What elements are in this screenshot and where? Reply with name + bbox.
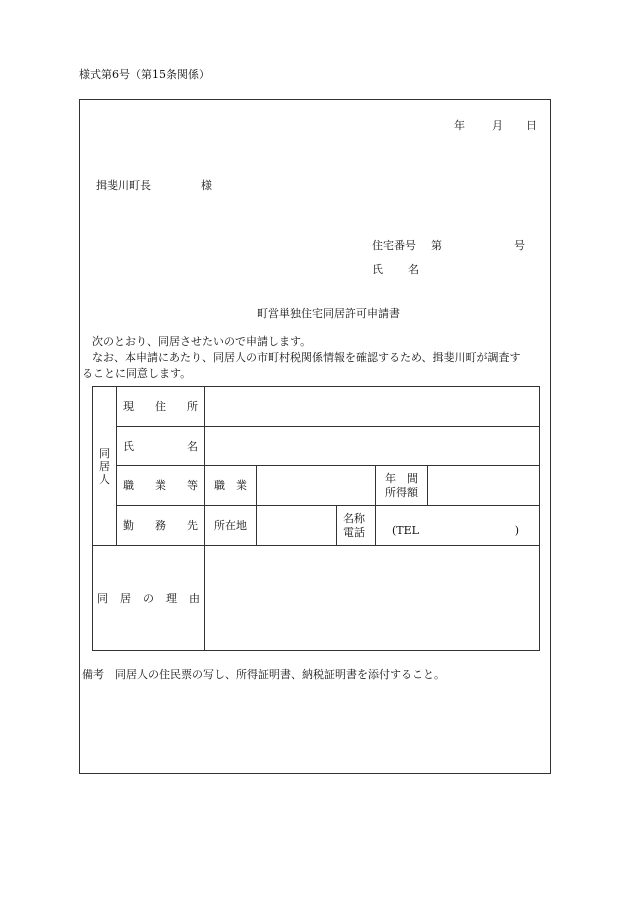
location-label: 所在地 [205, 506, 257, 546]
location-field[interactable] [257, 506, 337, 546]
tel-close: ) [514, 524, 520, 537]
reason-field[interactable] [205, 546, 540, 651]
body-line-2: なお、本申請にあたり、同居人の市町村税関係情報を確認するため、揖斐川町が調査す [92, 351, 521, 364]
form-frame [79, 99, 551, 774]
date-day: 日 [526, 119, 537, 132]
body-line-1: 次のとおり、同居させたいので申請します。 [92, 335, 312, 348]
addressee-honorific: 様 [201, 179, 212, 192]
page-title: 町営単独住宅同居許可申請書 [257, 307, 400, 320]
house-number-prefix: 第 [431, 239, 442, 252]
address-field[interactable] [205, 387, 540, 427]
date-year: 年 [454, 119, 465, 132]
applicant-name-label-2: 名 [408, 263, 419, 276]
annual-income-label: 年 間 所得額 [376, 466, 428, 506]
addressee-name: 揖斐川町長 [96, 179, 151, 192]
form-number: 様式第6号（第15条関係） [79, 68, 210, 81]
cohabitant-label: 同 居 人 [93, 387, 117, 546]
name-field[interactable] [205, 427, 540, 466]
body-line-3: ることに同意します。 [82, 367, 192, 380]
name-label: 氏 名 [117, 427, 205, 466]
house-number-label: 住宅番号 [372, 239, 416, 252]
tel-open: (TEL [392, 524, 419, 537]
phone-field[interactable] [376, 506, 540, 546]
reason-label: 同 居 の 理 由 [93, 546, 205, 651]
occupation-label: 職 業 等 [117, 466, 205, 506]
occupation-field[interactable] [257, 466, 376, 506]
annual-income-field[interactable] [428, 466, 540, 506]
name-phone-label: 名称 電話 [337, 506, 376, 546]
occupation-sub-label: 職 業 [205, 466, 257, 506]
remarks-note: 備考 同居人の住民票の写し、所得証明書、納税証明書を添付すること。 [82, 668, 445, 681]
address-label: 現 住 所 [117, 387, 205, 427]
applicant-name-label-1: 氏 [372, 263, 383, 276]
house-number-suffix: 号 [514, 239, 525, 252]
workplace-label: 勤 務 先 [117, 506, 205, 546]
cohabitant-table [92, 386, 540, 651]
date-month: 月 [492, 119, 503, 132]
